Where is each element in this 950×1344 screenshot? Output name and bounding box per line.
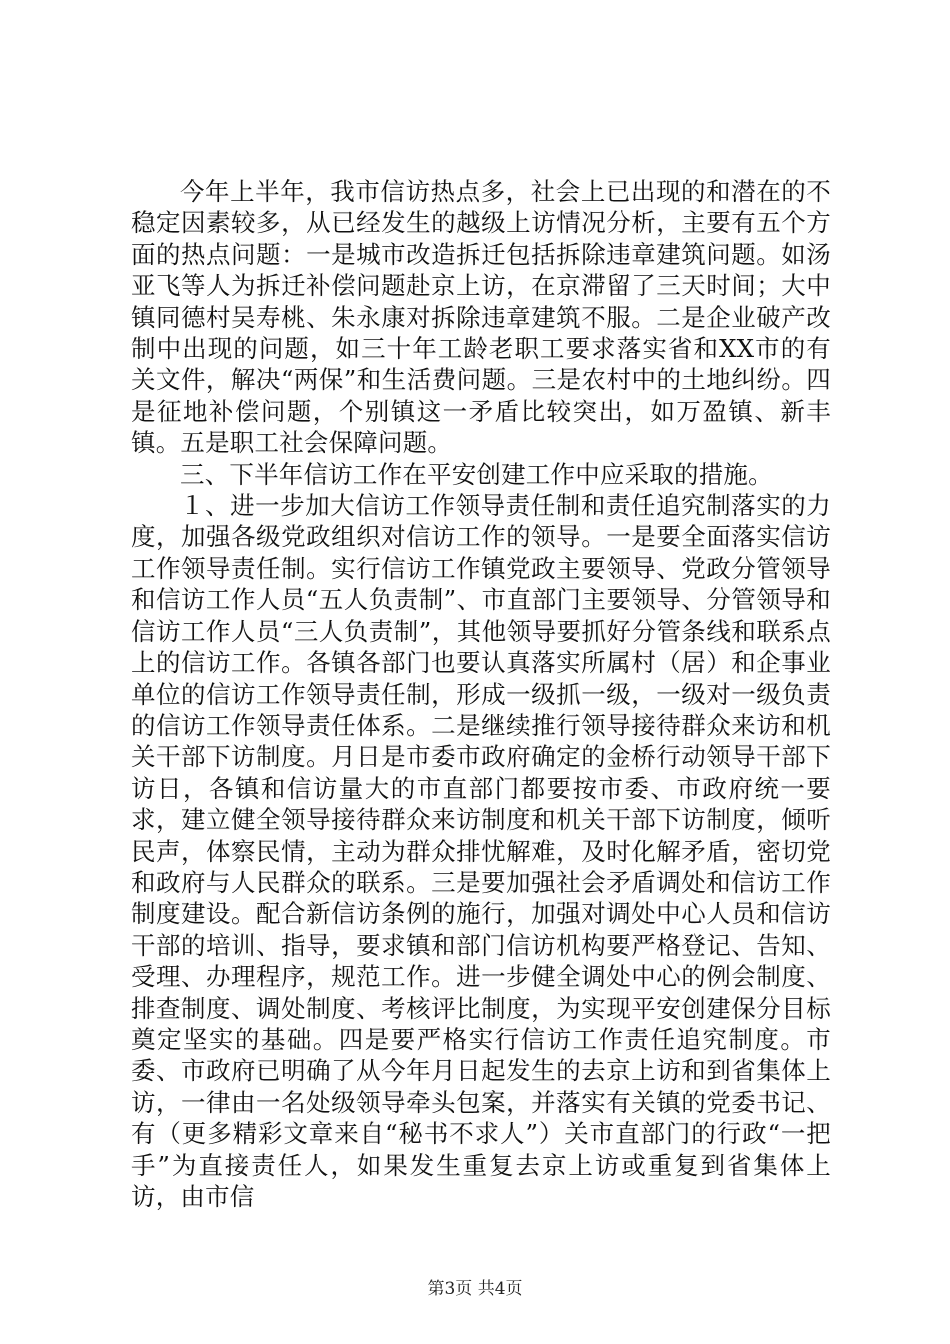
paragraph-measure-one: １、进一步加大信访工作领导责任制和责任追究制落实的力度，加强各级党政组织对信访工作的领导。一是要全面落实信访工作领导责任制。实行信访工作镇党政主要领导、党政分管领导和信访工作人员“五人负责制”、市直部门主要领导、分管领导和信访工作人员“三人负责制”，其他领导要抓好分管条线和联系点上的信访工作。各镇各部门也要认真落实所属村（居）和企事业单位的信访工作领导责任制，形成一级抓一级，一级对一级负责的信访工作领导责任体系。二是继续推行领导接待群众来访和机关干部下访制度。月日是市委市政府确定的金桥行动领导干部下访日，各镇和信访量大的市直部门都要按市委、市政府统一要求，建立健全领导接待群众来访制度和机关干部下访制度，倾听民声，体察民情，主动为群众排忧解难，及时化解矛盾，密切党和政府与人民群众的联系。三是要加强社会矛盾调处和信访工作制度建设。配合新信访条例的施行，加强对调处中心人员和信访干部的培训、指导，要求镇和部门信访机构要严格登记、告知、受理、办理程序，规范工作。进一步健全调处中心的例会制度、排查制度、调处制度、考核评比制度，为实现平安创建保分目标奠定坚实的基础。四是要严格实行信访工作责任追究制度。市委、市政府已明确了从今年月日起发生的去京上访和到省集体上访，一律由一名处级领导牵头包案，并落实有关镇的党委书记、有（更多精彩文章来自“秘书不求人”）关市直部门的行政“一把手”为直接责任人，如果发生重复去京上访或重复到省集体上访，由市信 — [131, 491, 831, 1211]
paragraph-hotspot-issues: 今年上半年，我市信访热点多，社会上已出现的和潜在的不稳定因素较多，从已经发生的越级上访情况分析，主要有五个方面的热点问题：一是城市改造拆迁包括拆除违章建筑问题。如汤亚飞等人为拆迁补偿问题赴京上访，在京滞留了三天时间；大中镇同德村吴寿桃、朱永康对拆除违章建筑不服。二是企业破产改制中出现的问题，如三十年工龄老职工要求落实省和XX市的有关文件，解决“两保”和生活费问题。三是农村中的土地纠纷。四是征地补偿问题，个别镇这一矛盾比较突出，如万盈镇、新丰镇。五是职工社会保障问题。 — [131, 177, 831, 458]
paragraph-section-heading: 三、下半年信访工作在平安创建工作中应采取的措施。 — [180, 459, 773, 489]
document-body — [131, 176, 831, 1212]
page-footer: 第3页 共4页 — [427, 1279, 523, 1299]
